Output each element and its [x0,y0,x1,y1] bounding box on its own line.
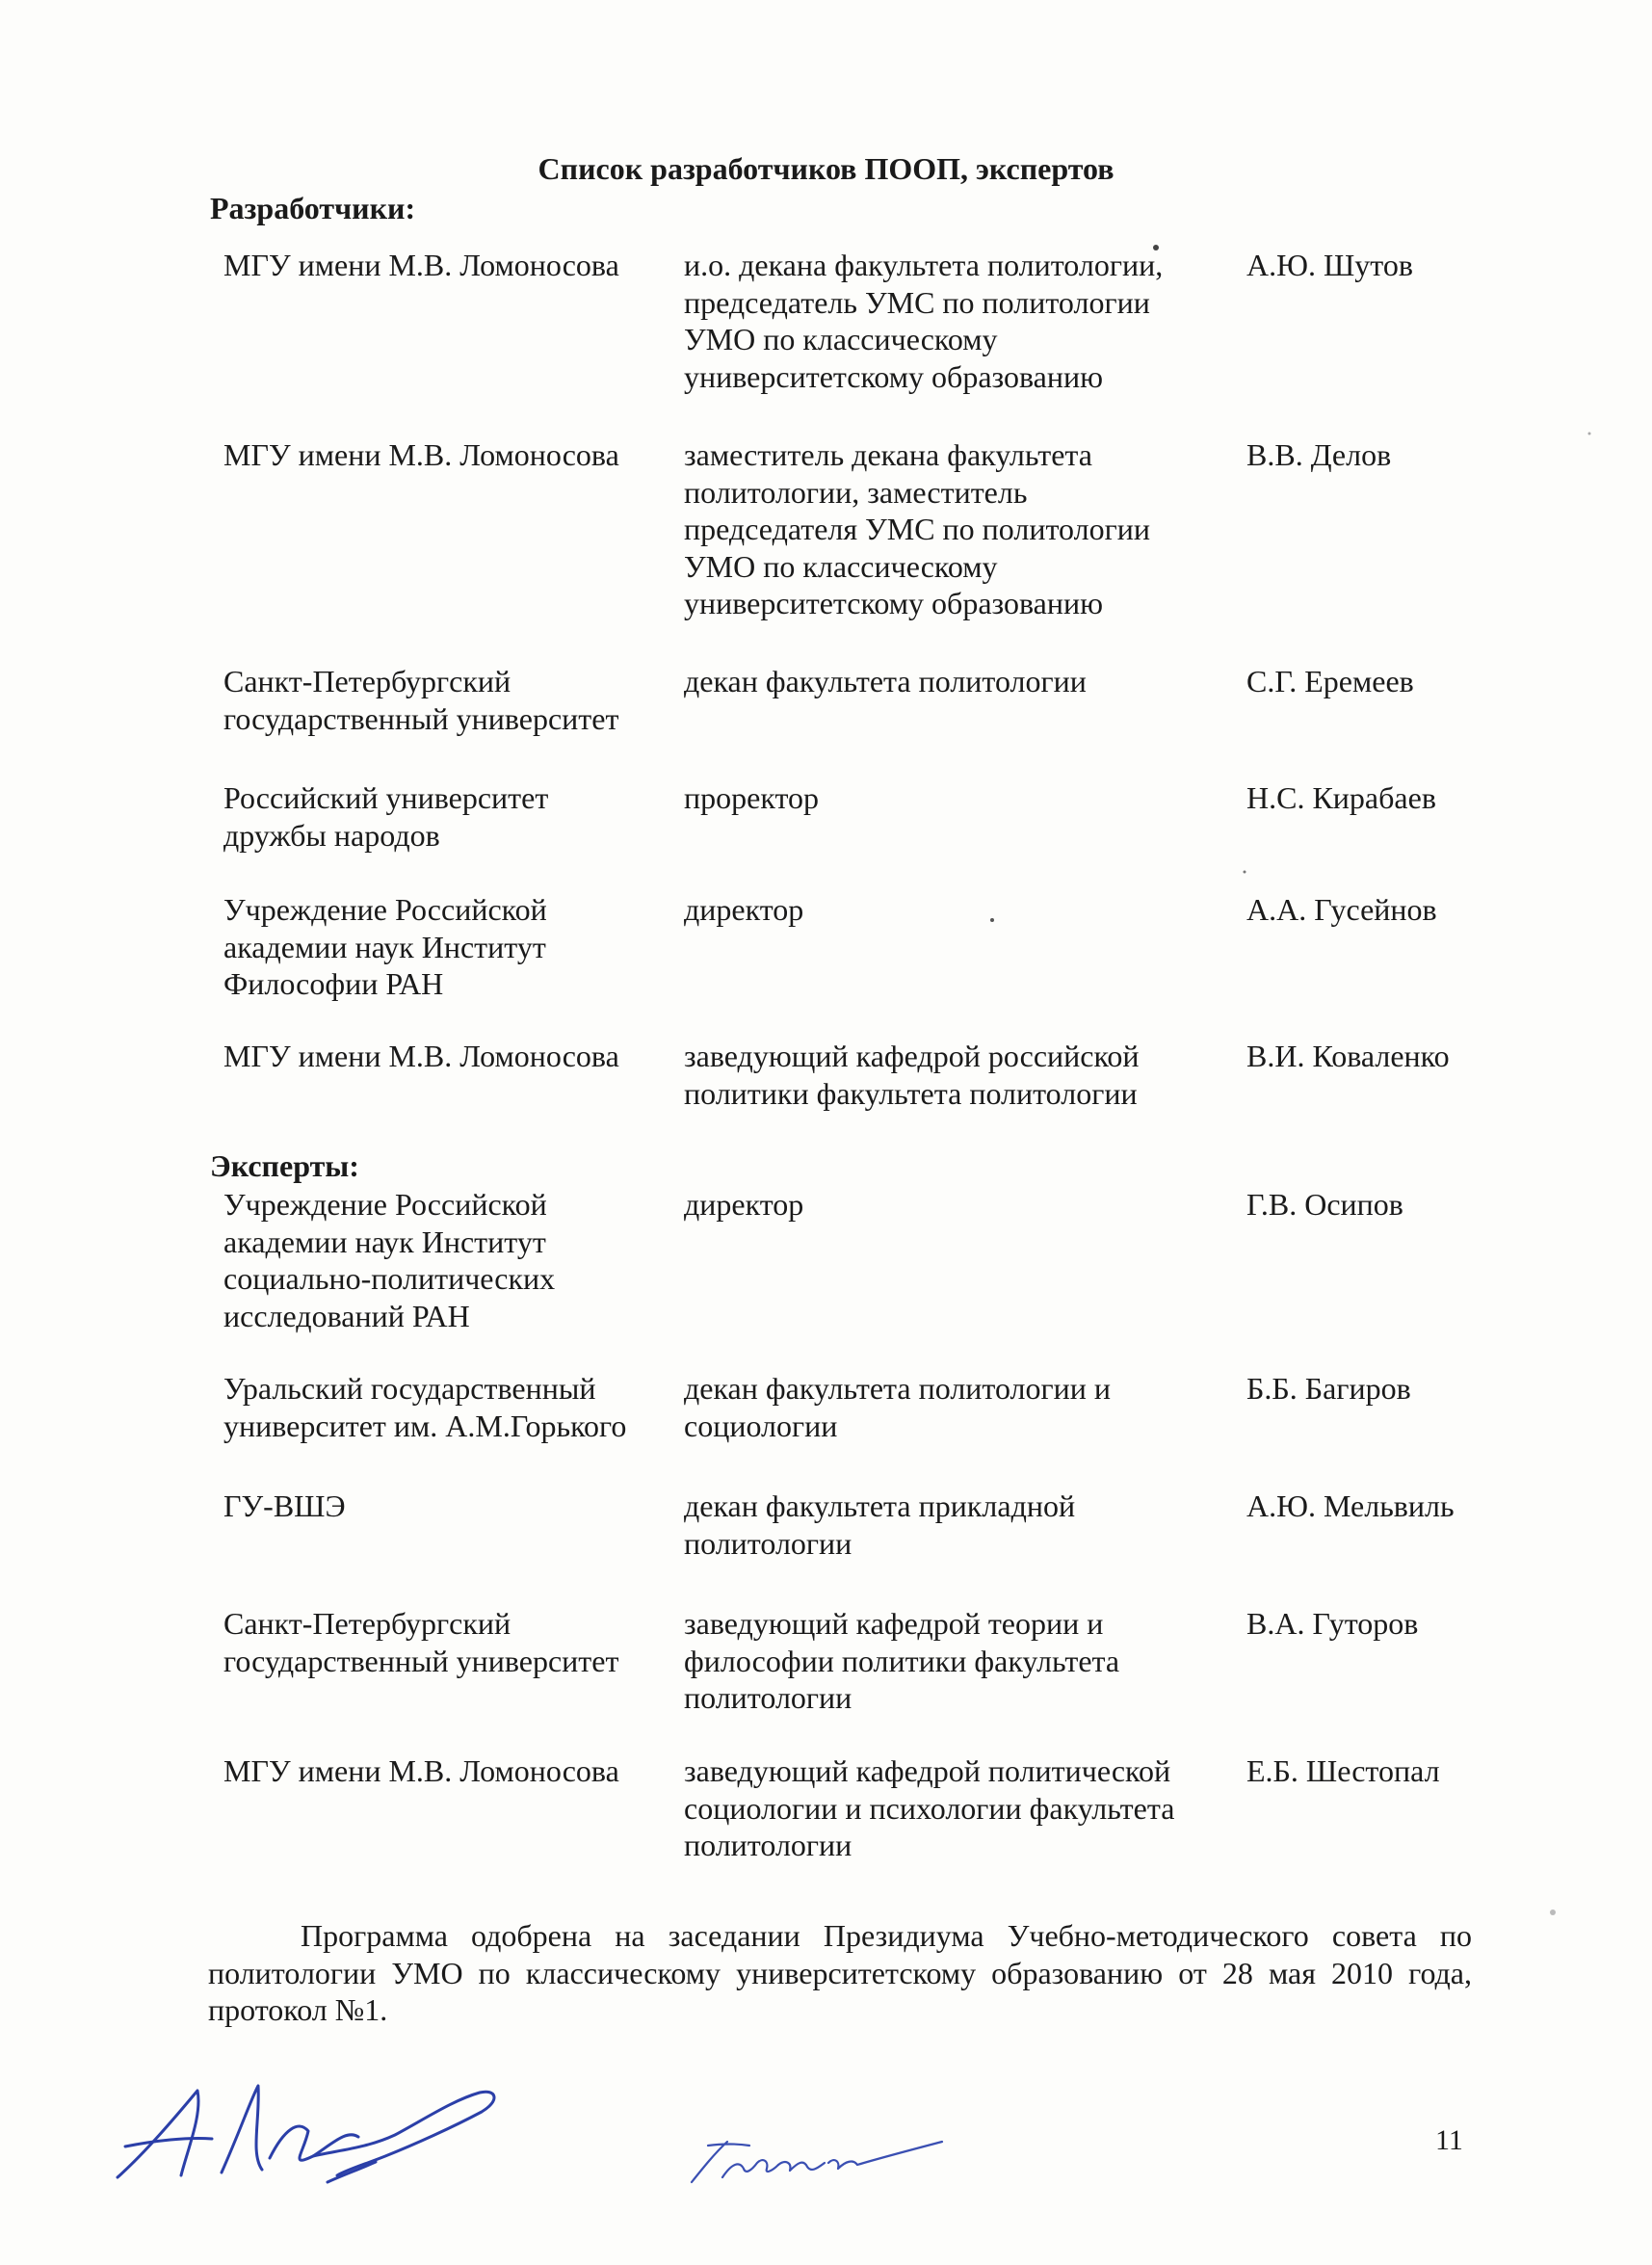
person-name: Е.Б. Шестопал [1246,1753,1440,1788]
organization [223,1038,676,1075]
position-line: заведующий кафедрой теории и [684,1606,1104,1641]
position [684,663,1223,700]
approval-line: протокол №1. [208,1992,388,2027]
organization [223,779,676,854]
organization-line: Санкт-Петербургский [223,1606,511,1641]
organization-line: Санкт-Петербургский [223,664,511,698]
position [684,1605,1223,1717]
position-line: политологии [684,1680,852,1715]
position [684,1752,1223,1864]
position [684,779,1223,817]
position-line: политики факультета политологии [684,1075,1138,1111]
position-line: заведующий кафедрой российской [684,1039,1140,1073]
position [684,1038,1223,1112]
organization [223,891,676,1003]
position-line: университетскому образованию [684,358,1104,394]
organization-line: ГУ-ВШЭ [223,1488,346,1523]
document-title: Список разработчиков ПООП, экспертов [538,151,1114,186]
experts-label: Эксперты: [210,1148,359,1183]
position [684,1370,1223,1444]
organization-line: Учреждение Российской [223,892,547,927]
position-line: директор [684,892,804,927]
organization-line: МГУ имени М.В. Ломоносова [223,1039,619,1073]
position [684,1488,1223,1562]
position-line: социологии и психологии факультета [684,1790,1175,1826]
organization-line: МГУ имени М.В. Ломоносова [223,248,619,282]
organization-line: академии наук Институт [223,1224,546,1259]
position-line: декан факультета политологии и [684,1371,1112,1406]
position-line: проректор [684,780,820,815]
signature-left [106,2062,530,2197]
organization [223,247,676,284]
organization [223,1752,676,1790]
organization [223,1488,676,1525]
person-name: В.И. Коваленко [1246,1039,1450,1073]
position-line: заместитель декана факультета [684,437,1092,472]
position-line: декан факультета политологии [684,664,1087,698]
organization-line: МГУ имени М.В. Ломоносова [223,1753,619,1788]
position [684,436,1223,622]
organization-line: МГУ имени М.В. Ломоносова [223,437,619,472]
position-line: директор [684,1187,804,1222]
person-name: В.А. Гуторов [1246,1606,1419,1641]
approval-paragraph [208,1917,1472,2029]
position-line: политологии [684,1828,852,1862]
organization [223,1370,676,1444]
position-line: председателя УМС по политологии [684,512,1150,546]
position-line: социологии [684,1408,838,1443]
organization-line: университет им. А.М.Горького [223,1408,627,1443]
organization-line: Учреждение Российской [223,1187,547,1222]
position-line: философии политики факультета [684,1643,1120,1678]
position-line: университетскому образованию [684,586,1104,620]
developers-label: Разработчики: [210,191,416,225]
position-line: политологии, заместитель [684,474,1028,510]
position-line: УМО по классическому [684,548,998,584]
person-name: А.Ю. Мельвиль [1246,1488,1455,1523]
position-line: декан факультета прикладной [684,1488,1076,1523]
organization-line: государственный университет [223,1643,619,1678]
person-name: Г.В. Осипов [1246,1187,1403,1222]
signature-right [684,2124,954,2192]
organization [223,1605,676,1679]
position-line: председатель УМС по политологии [684,284,1150,320]
organization-line: академии наук Институт [223,929,546,964]
person-name: В.В. Делов [1246,437,1392,472]
approval-line: Программа одобрена на заседании Президиума Учебно-методического совета по [301,1918,1472,1953]
position [684,247,1223,395]
position-line: УМО по классическому [684,322,998,356]
person-name: Б.Б. Багиров [1246,1371,1411,1406]
organization [223,436,676,474]
person-name: А.Ю. Шутов [1246,248,1413,282]
approval-line: политологии УМО по классическому университетскому образованию от 28 мая 2010 года, [208,1955,1472,1990]
organization-line: Уральский государственный [223,1371,596,1406]
person-name: С.Г. Еремеев [1246,664,1414,698]
organization-line: дружбы народов [223,817,440,853]
position-line: и.о. декана факультета политологии, [684,248,1164,282]
organization [223,663,676,737]
position-line: заведующий кафедрой политической [684,1753,1171,1788]
organization [223,1186,676,1334]
position [684,1186,1223,1224]
person-name: Н.С. Кирабаев [1246,780,1436,815]
person-name: А.А. Гусейнов [1246,892,1437,927]
organization-line: государственный университет [223,700,619,736]
organization-line: Философии РАН [223,966,444,1001]
organization-line: социально-политических [223,1261,556,1296]
position-line: политологии [684,1525,852,1561]
page-number: 11 [1435,2124,1463,2156]
position [684,891,1223,929]
organization-line: Российский университет [223,780,549,815]
organization-line: исследований РАН [223,1298,470,1333]
